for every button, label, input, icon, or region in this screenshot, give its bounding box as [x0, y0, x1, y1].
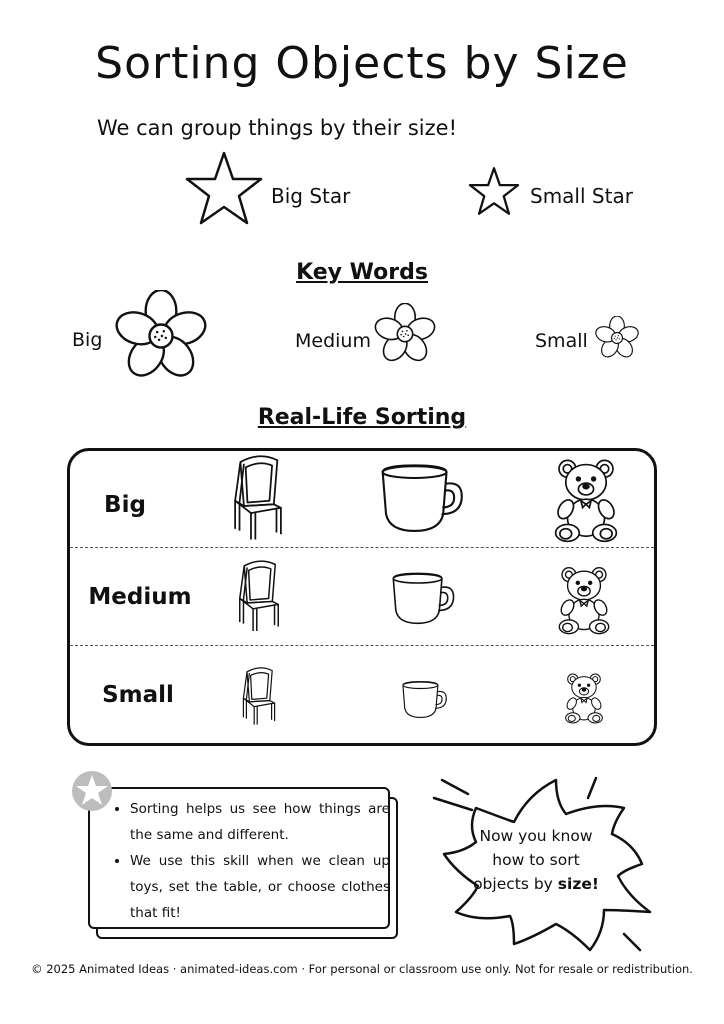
row-divider: [70, 645, 654, 646]
key-word-small: Small: [535, 330, 588, 352]
small-teddy-bear-icon: [563, 672, 605, 724]
small-chair-icon: [240, 667, 278, 727]
page-title: Sorting Objects by Size: [95, 38, 629, 89]
big-teddy-bear-icon: [548, 457, 624, 543]
key-words-heading: Key Words: [296, 260, 428, 285]
big-mug-icon: [381, 461, 465, 537]
medium-flower-icon: [373, 303, 437, 365]
notes-bullet: • Sorting helps us see how things are the same and different.: [130, 796, 390, 848]
notes-list: [108, 796, 390, 926]
small-mug-icon: [402, 680, 448, 720]
medium-teddy-bear-icon: [554, 565, 614, 635]
big-star-label: Big Star: [271, 184, 351, 208]
burst-emphasis: size!: [557, 875, 599, 893]
big-flower-icon: [112, 290, 210, 382]
big-star-icon: [184, 150, 264, 226]
key-word-medium: Medium: [295, 330, 371, 352]
burst-message: Now you know how to sort objects by size!: [473, 827, 599, 893]
real-life-sorting-heading: Real-Life Sorting: [257, 405, 467, 430]
small-star-label: Small Star: [530, 184, 633, 208]
footer-text: © 2025 Animated Ideas · animated-ideas.com · For personal or classroom use only. Not for resale or redistribution.: [31, 962, 693, 976]
row-divider: [70, 547, 654, 548]
row-label-medium: Medium: [88, 584, 192, 610]
medium-chair-icon: [234, 560, 284, 634]
row-label-big: Big: [104, 492, 146, 518]
small-star-icon: [468, 166, 520, 216]
small-flower-icon: [594, 316, 640, 360]
notes-bullet: • We use this skill when we clean up toys, set the table, or choose clothes that fit!: [130, 848, 390, 926]
key-word-big: Big: [72, 329, 103, 351]
medium-mug-icon: [392, 570, 456, 628]
big-chair-icon: [226, 455, 290, 543]
intro-text: We can group things by their size!: [97, 116, 458, 140]
row-label-small: Small: [102, 682, 174, 708]
